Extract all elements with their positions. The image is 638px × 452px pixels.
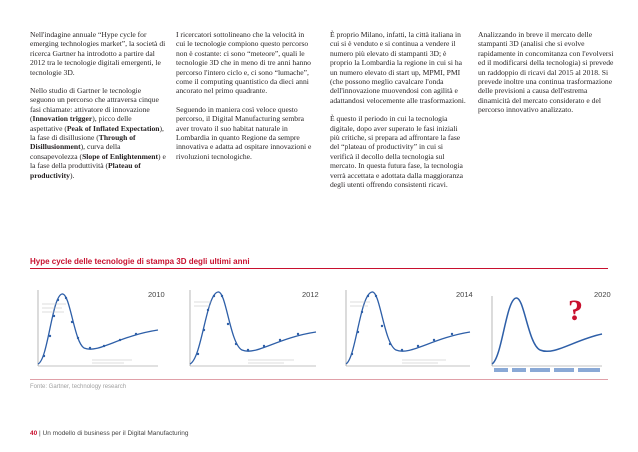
paragraph: Seguendo in maniera così veloce questo percorso, il Digital Manufacturing sembra aver trovato il suo habitat naturale in Lombardia in quanto Regione da sempre innovativa e adatta ad ospitare innovazioni e rivoluzioni tecnologiche. [176,104,312,161]
hype-cycle-2012-image [184,286,320,374]
paragraph: È proprio Milano, infatti, la città italiana in cui si è venduto e si continua a vendere il numero più elevato di stampanti 3D; è proprio la Lombardia la regione in cui si ha un numero elevato di start up, MPMI, PMI (che possono meglio cavalcare l'onda dell'innovazione muovendosi con agilità e adattandosi velocemente alle trasformazioni. [330,30,466,105]
text-column-1 [30,30,166,189]
text-run: ), curva della consapevolezza ( [30,142,121,161]
footer-text: Un modello di business per il Digital Manufacturing [42,430,189,437]
bold-term: Through of Disillusionment [30,133,136,152]
year-label: 2010 [148,290,165,299]
year-label: 2020 [594,290,611,299]
bold-term: Peak of Inflated Expectation [66,123,160,133]
divider [30,268,608,269]
text-run: ) e la fase della produttività ( [30,151,166,171]
hype-cycle-2014-image [340,286,474,374]
year-label: 2012 [302,290,319,299]
bold-term: Plateau of productivity [30,161,141,180]
paragraph: I ricercatori sottolineano che la velocità in cui le tecnologie compiono questo percorso non è costante: ci sono “meteore”, quali le tecnologie 3D che in meno di tre anni hanno percorso l'intero ciclo e, ci sono “lumache”, come il computing quantistico da dieci anni ancorato nel primo quadrante. [176,30,311,96]
paragraph: Nell'indagine annuale “Hype cycle for emerging technologies market”, la società di ricerca Gartner ha introdotto a partire dal 2012 tra le tecnologie digitali emergenti, le tecnologie 3D. [30,30,166,77]
text-run: ), picco delle aspettative ( [30,114,132,133]
hype-cycle-2010-image [32,286,162,374]
bold-term: Slope of Enlightenment [82,151,159,161]
bold-term: Innovation trigger [32,114,93,124]
divider [30,379,608,380]
paragraph: È questo il periodo in cui la tecnologia digitale, dopo aver superato le fasi iniziali più critiche, si prepara ad affrontare la fase del “plateau of productivity” in cui si verificà il decollo della tecnologia sul mercato. In questa futura fase, la tecnologia verrà accettata e adottata dalla maggioranza degli utenti offrendo consistenti ricavi. [330,114,464,190]
text-run: ). [69,170,75,180]
page-number: 40 [30,430,38,437]
paragraph: Analizzando in breve il mercato delle stampanti 3D (analisi che si evolve rapidamente in concomitanza con l'evolversi ed il modificarsi della tecnologia) si prevede un raddoppio di ricavi dal 2015 al 2018. Si prevede inoltre una continua trasformazione delle previsioni a causa dell'estrema dinamicità del mercato considerato e del percorso innovativo analizzato. [478,30,614,115]
footer-separator: | [37,430,43,437]
text-column-2 [176,30,312,170]
section-title: Hype cycle delle tecnologie di stampa 3D degli ultimi anni [30,257,250,266]
text-column-4 [478,30,614,124]
page-footer [30,430,189,437]
source-note: Fonte: Gartner, technology research [30,384,127,390]
paragraph [30,86,166,180]
hype-cycle-2020-image [482,286,606,374]
text-run: ), la fase di disillusione ( [30,123,164,143]
text-run: Nello studio di Gartner le tecnologie seguono un percorso che attraversa cinque fasi chiamate: attivatore di innovazione ( [30,86,159,124]
year-label: 2014 [456,290,473,299]
question-mark: ? [568,294,583,327]
text-column-3 [330,30,466,199]
